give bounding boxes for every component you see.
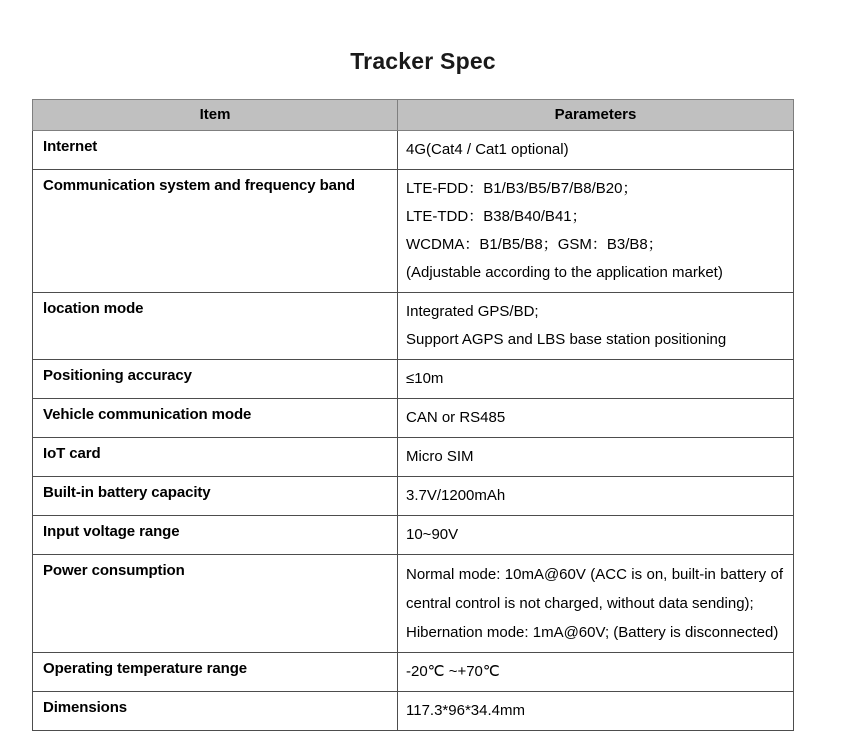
tracker-spec-table (32, 99, 794, 731)
table-row (33, 555, 794, 653)
table-row (33, 516, 794, 555)
spec-item-label: Communication system and frequency band (33, 170, 398, 293)
spec-item-value (398, 555, 794, 653)
table-row (33, 653, 794, 692)
spec-item-value (398, 653, 794, 692)
table-row (33, 360, 794, 399)
spec-item-value (398, 360, 794, 399)
spec-item-label: Operating temperature range (33, 653, 398, 692)
spec-item-label: Built-in battery capacity (33, 477, 398, 516)
spec-value-line: Micro SIM (406, 448, 474, 465)
table-header-row (33, 100, 794, 131)
spec-value-line: Integrated GPS/BD; (406, 303, 539, 320)
spec-item-value (398, 477, 794, 516)
spec-item-label: Internet (33, 131, 398, 170)
spec-value-line: LTE-FDD：B1/B3/B5/B7/B8/B20； (406, 180, 638, 197)
spec-value-line: 3.7V/1200mAh (406, 487, 506, 504)
table-row (33, 477, 794, 516)
spec-item-value (398, 438, 794, 477)
spec-value-paragraph: Hibernation mode: 1mA@60V; (Battery is disconnected) (406, 624, 779, 641)
spec-item-label: Dimensions (33, 692, 398, 731)
column-header-item: Item (33, 100, 398, 131)
spec-item-label: IoT card (33, 438, 398, 477)
table-row (33, 131, 794, 170)
spec-value-line: ≤10m (406, 370, 444, 387)
spec-item-value (398, 692, 794, 731)
spec-item-value (398, 399, 794, 438)
spec-value-line: 4G(Cat4 / Cat1 optional) (406, 141, 569, 158)
table-row (33, 293, 794, 360)
spec-item-value (398, 170, 794, 293)
spec-value-line: CAN or RS485 (406, 409, 506, 426)
spec-value-line: 10~90V (406, 526, 459, 543)
spec-value-line: LTE-TDD：B38/B40/B41； (406, 208, 587, 225)
spec-item-label: Vehicle communication mode (33, 399, 398, 438)
spec-value-paragraph: Normal mode: 10mA@60V (ACC is on, built-in battery of central control is not charged, without data sending); (406, 566, 783, 612)
page-title: Tracker Spec (350, 48, 496, 74)
spec-value-line: Support AGPS and LBS base station positioning (406, 331, 727, 348)
spec-item-value (398, 293, 794, 360)
spec-item-value (398, 516, 794, 555)
spec-item-label: Positioning accuracy (33, 360, 398, 399)
table-body (33, 131, 794, 731)
spec-value-line: (Adjustable according to the application market) (406, 264, 723, 281)
table-header (33, 100, 794, 131)
spec-value-line: -20℃ ~+70℃ (406, 663, 500, 680)
spec-item-label: Input voltage range (33, 516, 398, 555)
spec-item-value (398, 131, 794, 170)
table-row (33, 399, 794, 438)
spec-item-label: location mode (33, 293, 398, 360)
spec-value-line: WCDMA：B1/B5/B8；GSM：B3/B8； (406, 236, 663, 253)
table-row (33, 438, 794, 477)
table-row (33, 170, 794, 293)
column-header-parameters: Parameters (398, 100, 794, 131)
table-row (33, 692, 794, 731)
spec-value-line: 117.3*96*34.4mm (406, 702, 525, 719)
spec-item-label: Power consumption (33, 555, 398, 653)
